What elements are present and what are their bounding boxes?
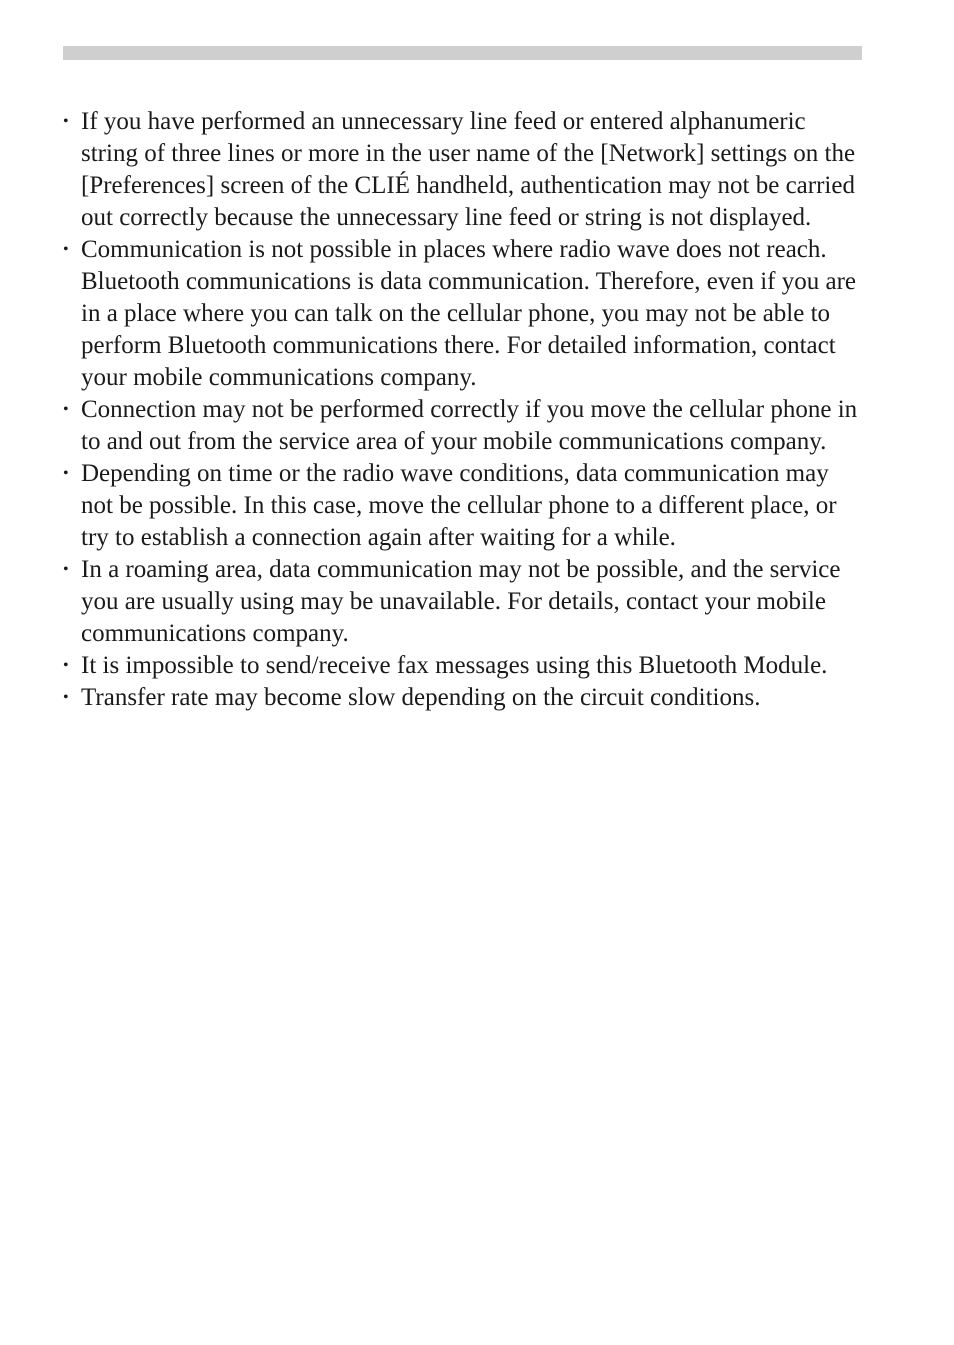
bullet-icon: • bbox=[63, 561, 69, 578]
bullet-icon: • bbox=[63, 657, 69, 674]
bullet-icon: • bbox=[63, 689, 69, 706]
note-item bbox=[63, 394, 863, 458]
header-rule bbox=[63, 46, 862, 60]
note-text: If you have performed an unnecessary line feed or entered alphanumeric string of three lines or more in the user name of the [Network] settings on the [Preferences] screen of the CLIÉ handheld, authentication may not be carried out correctly because the unnecessary line feed or string is not displayed. bbox=[81, 108, 856, 231]
notes-list bbox=[63, 106, 863, 714]
note-item bbox=[63, 234, 863, 394]
note-text: Communication is not possible in places where radio wave does not reach. Bluetooth communications is data communication. Therefore, even if you are in a place where you can talk on the cellular phone, you may not be able to perform Bluetooth communications there. For detailed information, contact your mobile communications company. bbox=[81, 236, 856, 391]
bullet-icon: • bbox=[63, 113, 69, 130]
note-item bbox=[63, 554, 863, 650]
note-item bbox=[63, 650, 863, 682]
bullet-icon: • bbox=[63, 401, 69, 418]
note-text: Connection may not be performed correctly if you move the cellular phone in to and out from the service area of your mobile communications company. bbox=[81, 396, 858, 455]
note-text: It is impossible to send/receive fax messages using this Bluetooth Module. bbox=[81, 652, 828, 679]
note-item bbox=[63, 682, 863, 714]
note-text: In a roaming area, data communication may not be possible, and the service you are usually using may be unavailable. For details, contact your mobile communications company. bbox=[81, 556, 841, 647]
bullet-icon: • bbox=[63, 465, 69, 482]
note-item bbox=[63, 106, 863, 234]
note-text: Transfer rate may become slow depending on the circuit conditions. bbox=[81, 684, 761, 711]
note-text: Depending on time or the radio wave conditions, data communication may not be possible. In this case, move the cellular phone to a different place, or try to establish a connection again after waiting for a while. bbox=[81, 460, 837, 551]
bullet-icon: • bbox=[63, 241, 69, 258]
note-item bbox=[63, 458, 863, 554]
